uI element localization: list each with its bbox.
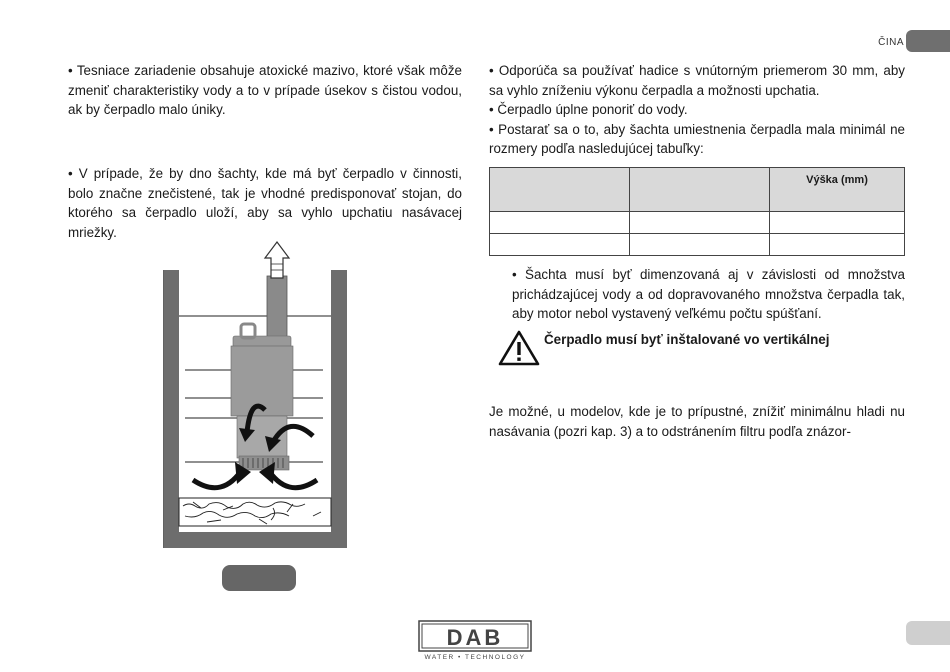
pump-shaft-figure: [163, 240, 353, 552]
table-cell: [770, 212, 905, 234]
table-row: [490, 234, 905, 256]
table-cell: [770, 234, 905, 256]
dab-logo: [418, 620, 534, 662]
bullet-submerge: • Čerpadlo úplne ponoriť do vody.: [489, 102, 688, 118]
up-arrow-icon: [265, 242, 289, 278]
discharge-pipe: [267, 276, 287, 340]
logo-text: DAB: [446, 625, 504, 650]
table-header-row: [490, 168, 905, 212]
left-paragraph-lubricant: • Tesniace zariadenie obsahuje atoxické mazivo, ktoré však môže zmeniť charakteristiky vody a to v prípade úsekov s čistou vodou, ak by čerpadlo malo úniky.: [68, 63, 462, 118]
table-header-height: Výška (mm): [770, 168, 905, 212]
left-paragraph-stand: • V prípade, že by dno šachty, kde má byť čerpadlo v činnosti, bolo značne znečistené, tak je vhodné predisponovať stojan, do ktorého sa čerpadlo uloží, aby sa vyhlo upchatiu nasávacej mriežky.: [68, 166, 462, 240]
debris-bottom: [179, 498, 331, 526]
table-row: [490, 212, 905, 234]
table-header-cell: [630, 168, 770, 212]
table-cell: [630, 234, 770, 256]
pump-intake-grid: [239, 456, 289, 470]
paragraph-shaft-dimension: • Šachta musí byť dimenzovaná aj v závislosti od množstva prichádzajúcej vody a od dopravovaného množstva čerpadla tak, aby motor nebol vystavený veľkému počtu spúšťaní.: [512, 267, 905, 322]
paragraph-min-level: Je možné, u modelov, kde je to prípustné, znížiť minimálnu hladi nu nasávania (pozri kap. 3) a to odstránením filtru podľa znázor-: [489, 404, 905, 439]
bullet-hose: • Odporúča sa používať hadice s vnútorným priemerom 30 mm, aby sa vyhlo zníženiu výkonu čerpadla a možnosti upchatia.: [489, 63, 905, 98]
table-cell: [490, 212, 630, 234]
warning-box: [498, 330, 829, 366]
warning-text: Čerpadlo musí byť inštalované vo vertikálnej: [544, 332, 830, 347]
page-number-tab: [906, 621, 950, 645]
language-tab: [906, 30, 950, 52]
language-label: ČINA: [878, 37, 904, 48]
bullet-shaft-size: • Postarať sa o to, aby šachta umiestnenia čerpadla mala minimál ne rozmery podľa nasledujúcej tabuľky:: [489, 121, 905, 157]
shaft-dimensions-table: [489, 167, 905, 256]
table-header-cell: [490, 168, 630, 212]
right-bullets: [489, 61, 905, 159]
logo-tagline: WATER • TECHNOLOGY: [424, 654, 526, 661]
table-cell: [630, 212, 770, 234]
figure-caption-tab: [222, 565, 296, 591]
warning-triangle-icon: [498, 330, 540, 366]
table-cell: [490, 234, 630, 256]
